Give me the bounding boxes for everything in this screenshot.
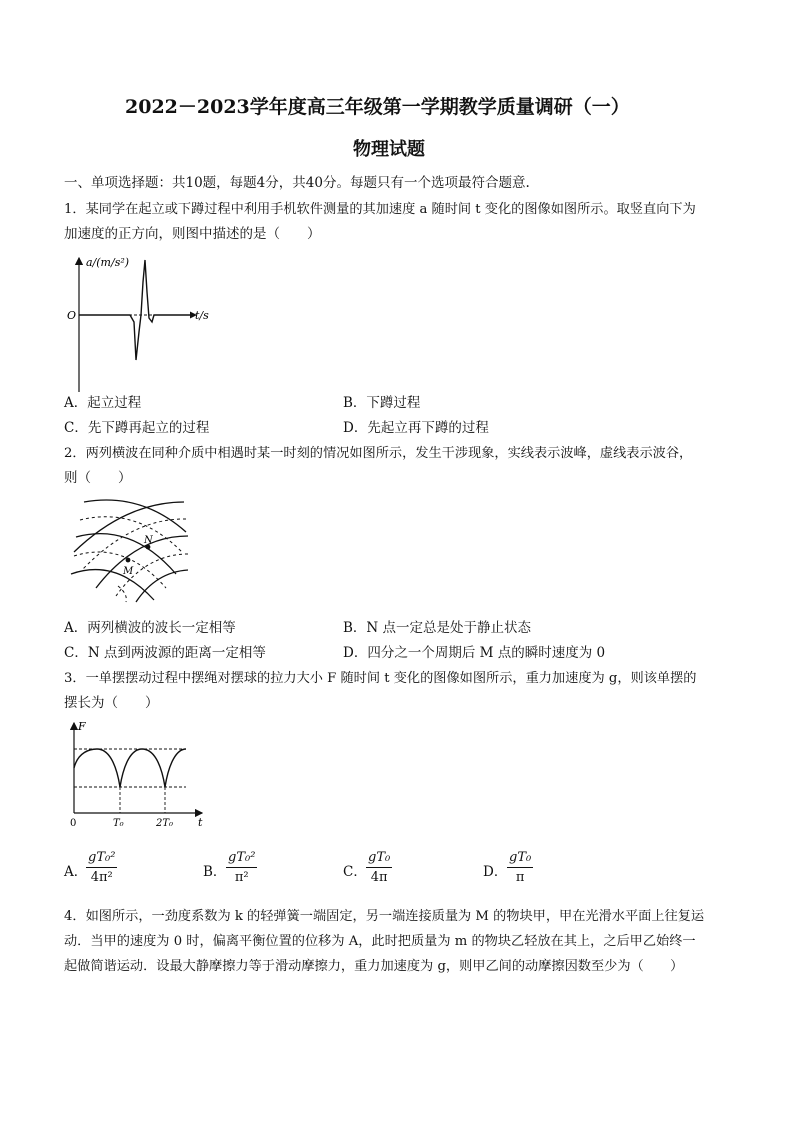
q2-interference-diagram	[66, 492, 191, 604]
section-heading: 一、单项选择题：共10题，每题4分，共40分。每题只有一个选项最符合题意.	[64, 175, 530, 191]
q3-y-label: F	[78, 720, 86, 733]
q2-option-a: A．两列横波的波长一定相等	[64, 620, 236, 636]
q2-crest-right-2	[96, 536, 188, 588]
q3-x-label: t	[198, 816, 203, 829]
q3-option-d-den: π	[515, 870, 525, 885]
q2-trough-bottom	[118, 586, 126, 602]
q1-option-c: C．先下蹲再起立的过程	[64, 420, 210, 436]
q1-option-a: A．起立过程	[64, 395, 142, 411]
q3-option-a-num: gT₀²	[86, 850, 117, 868]
q3-option-d-fraction	[507, 850, 533, 885]
q2-label-n: N	[144, 535, 153, 546]
q4-line3: 起做简谐运动．设最大静摩擦力等于滑动摩擦力，重力加速度为 g，则甲乙间的动摩擦因数至少为（ ）	[64, 959, 684, 974]
q3-tick-2t0: 2T₀	[156, 818, 174, 829]
q2-crest-right-1	[74, 502, 184, 552]
q3-origin-label: 0	[70, 818, 77, 829]
q2-line1: 2．两列横波在同种介质中相遇时某一时刻的情况如图所示，发生干涉现象，实线表示波峰，虚线表示波谷，	[64, 446, 693, 461]
q4-line2: 动．当甲的速度为 0 时，偏离平衡位置的位移为 A，此时把质量为 m 的物块乙轻放在其上，之后甲乙始终一	[64, 934, 696, 949]
q1-curve	[79, 260, 194, 360]
q1-line1: 1．某同学在起立或下蹲过程中利用手机软件测量的其加速度 a 随时间 t 变化的图像如图所示。取竖直向下为	[64, 202, 696, 217]
q3-option-c-num: gT₀	[366, 850, 392, 868]
q1-option-d: D．先起立再下蹲的过程	[343, 420, 489, 436]
q3-option-a-den: 4π²	[90, 870, 113, 885]
q2-crest-left-1	[84, 500, 186, 532]
q3-option-d-num: gT₀	[507, 850, 533, 868]
q3-line2: 摆长为（ ）	[64, 695, 159, 711]
q4-line1: 4．如图所示，一劲度系数为 k 的轻弹簧一端固定，另一端连接质量为 M 的物块甲，甲在光滑水平面上往复运	[64, 909, 705, 924]
q1-y-label: a/(m/s²)	[86, 256, 130, 269]
q3-option-c-den: 4π	[370, 870, 388, 885]
q2-option-d: D．四分之一个周期后 M 点的瞬时速度为 0	[343, 645, 606, 661]
q3-option-c-letter: C．	[343, 864, 367, 880]
q3-option-b-num: gT₀²	[226, 850, 257, 868]
q1-option-b: B．下蹲过程	[343, 395, 421, 411]
q3-option-c-fraction	[366, 850, 392, 885]
q2-crest-right-3	[136, 570, 188, 602]
q3-tick-t0: T₀	[113, 818, 124, 829]
q2-option-b: B．N 点一定总是处于静止状态	[343, 620, 532, 636]
q1-origin-label: O	[67, 309, 77, 322]
q3-option-a-letter: A．	[64, 864, 88, 880]
exam-title: 2022－2023学年度高三年级第一学期教学质量调研（一）	[125, 96, 630, 118]
q1-line2: 加速度的正方向，则图中描述的是（ ）	[64, 226, 321, 242]
q2-trough-right-1	[82, 519, 186, 570]
q2-label-m: M	[123, 566, 134, 577]
q3-option-b-den: π²	[234, 870, 249, 885]
q3-tension-graph	[64, 718, 214, 830]
q2-point-m	[126, 558, 131, 563]
exam-subtitle: 物理试题	[353, 139, 425, 160]
q3-curve	[74, 749, 186, 787]
q3-line1: 3．一单摆摆动过程中摆绳对摆球的拉力大小 F 随时间 t 变化的图像如图所示，重力加速度为 g，则该单摆的	[64, 671, 697, 686]
q3-option-a-fraction	[86, 850, 117, 885]
q2-line2: 则（ ）	[64, 470, 132, 486]
q3-option-b-letter: B．	[203, 864, 227, 880]
q1-acceleration-graph	[64, 252, 214, 402]
q1-x-label: t/s	[195, 309, 209, 322]
q2-option-c: C．N 点到两波源的距离一定相等	[64, 645, 266, 661]
q3-option-b-fraction	[226, 850, 257, 885]
q3-option-d-letter: D．	[483, 864, 508, 880]
